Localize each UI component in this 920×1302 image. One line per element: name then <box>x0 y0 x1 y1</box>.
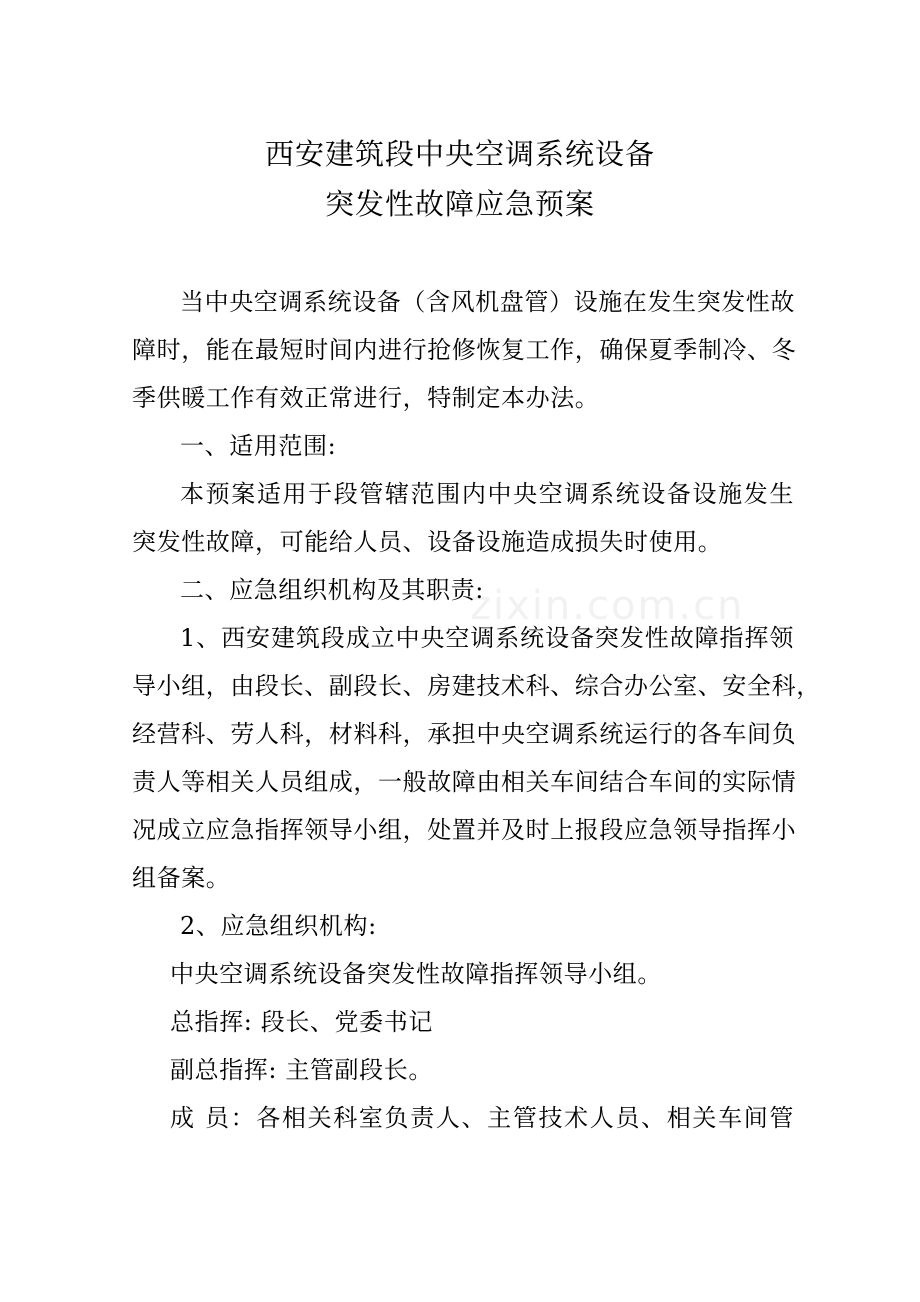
paragraph-line: 当中央空调系统设备（含风机盘管）设施在发生突发性故 <box>180 288 795 316</box>
deputy-commander-line: 副总指挥: 主管副段长。 <box>170 1056 433 1084</box>
paragraph-line: 障时，能在最短时间内进行抢修恢复工作，确保夏季制冷、冬 <box>132 336 797 364</box>
paragraph-line: 季供暖工作有效正常进行，特制定本办法。 <box>132 384 600 412</box>
paragraph-line: 突发性故障，可能给人员、设备设施造成损失时使用。 <box>132 528 723 556</box>
paragraph-line: 导小组，由段长、副段长、房建技术科、综合办公室、安全科， <box>132 672 821 700</box>
paragraph-line: 中央空调系统设备突发性故障指挥领导小组。 <box>170 960 662 988</box>
paragraph-line: 况成立应急指挥领导小组，处置并及时上报段应急领导指挥小 <box>132 816 797 844</box>
subsection-heading: 2、应急组织机构: <box>180 912 377 940</box>
section-heading: 一、适用范围: <box>180 432 337 460</box>
paragraph-line: 1、西安建筑段成立中央空调系统设备突发性故障指挥领 <box>180 624 794 652</box>
members-line: 成 员：各相关科室负责人、主管技术人员、相关车间管 <box>170 1104 794 1132</box>
document-title-line-2: 突发性故障应急预案 <box>324 187 595 221</box>
paragraph-line: 经营科、劳人科，材料科，承担中央空调系统运行的各车间负 <box>132 720 797 748</box>
paragraph-line: 责人等相关人员组成，一般故障由相关车间结合车间的实际情 <box>132 768 797 796</box>
document-title-line-1: 西安建筑段中央空调系统设备 <box>264 137 655 171</box>
paragraph-line: 组备案。 <box>132 864 231 892</box>
section-heading: 二、应急组织机构及其职责: <box>180 576 484 604</box>
commander-line: 总指挥: 段长、党委书记 <box>170 1008 433 1036</box>
paragraph-line: 本预案适用于段管辖范围内中央空调系统设备设施发生 <box>180 480 794 508</box>
watermark: zixin.com.cn <box>470 583 745 629</box>
